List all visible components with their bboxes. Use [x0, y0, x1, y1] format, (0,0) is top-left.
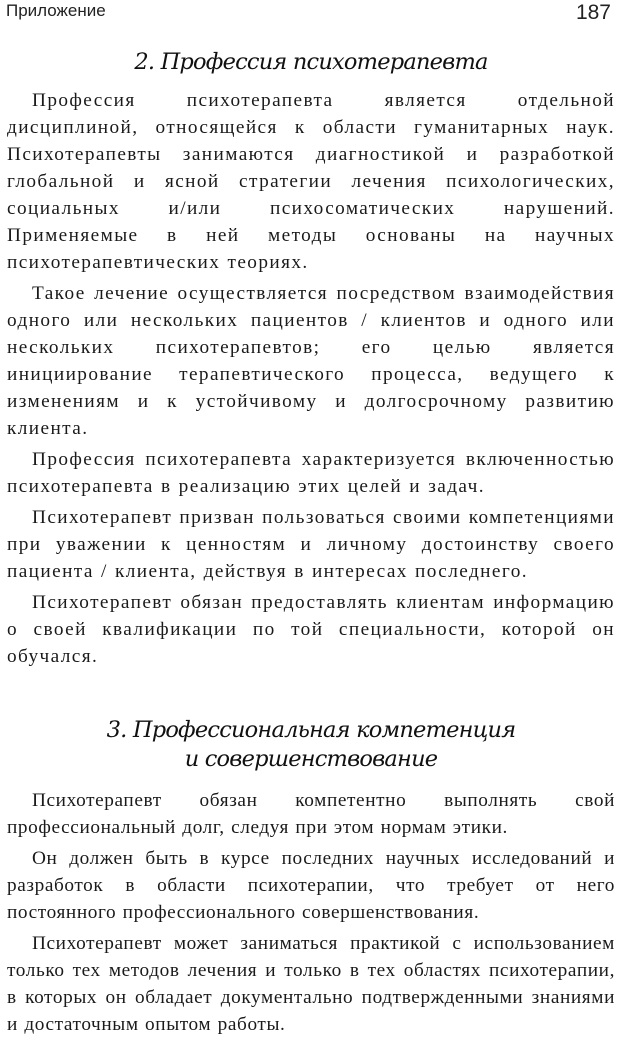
section-title: 2. Профессия психотерапевта	[134, 49, 488, 75]
section-title-line-1: 3. Профессиональная компетенция	[106, 717, 516, 743]
page-number: 187	[575, 1, 611, 24]
section-competence	[7, 716, 615, 1038]
paragraph: Психотерапевт может заниматься практикой с использованием только тех методов лечения и только в тех областях психотерапии, в которых он обладает документально подтвержденными знаниями и достаточным опытом работы.	[7, 933, 615, 1035]
section-title-line-2: и совершенствование	[184, 746, 438, 772]
paragraph: Психотерапевт обязан компетентно выполнять свой профессиональный долг, следуя при этом нормам этики.	[7, 790, 615, 838]
page-content	[7, 48, 615, 1042]
paragraph: Такое лечение осуществляется посредством взаимодействия одного или нескольких пациентов / клиентов и одного или нескольких психотерапевтов; его целью является инициирование терапевтического процесса, ведущего к изменениям и к устойчивому и долгосрочному развитию клиента.	[7, 283, 615, 439]
paragraph: Профессия психотерапевта является отдельной дисциплиной, относящейся к области гуманитарных наук. Психотерапевты занимаются диагностикой и разработкой глобальной и ясной стратегии лечения психологических, социальных и/или психосоматических нарушений. Применяемые в ней методы основаны на научных психотерапевтических теориях.	[7, 90, 615, 273]
paragraph: Психотерапевт призван пользоваться своими компетенциями при уважении к ценностям и личному достоинству своего пациента / клиента, действуя в интересах последнего.	[7, 507, 615, 582]
paragraph: Профессия психотерапевта характеризуется включенностью психотерапевта в реализацию этих целей и задач.	[7, 449, 615, 497]
section-profession	[7, 48, 615, 670]
paragraph: Он должен быть в курсе последних научных исследований и разработок в области психотерапии, что требует от него постоянного профессионального совершенствования.	[7, 848, 615, 923]
paragraph: Психотерапевт обязан предоставлять клиентам информацию о своей квалификации по той специальности, которой он обучался.	[7, 592, 615, 667]
running-head: Приложение	[6, 1, 106, 20]
section-title	[7, 716, 615, 774]
